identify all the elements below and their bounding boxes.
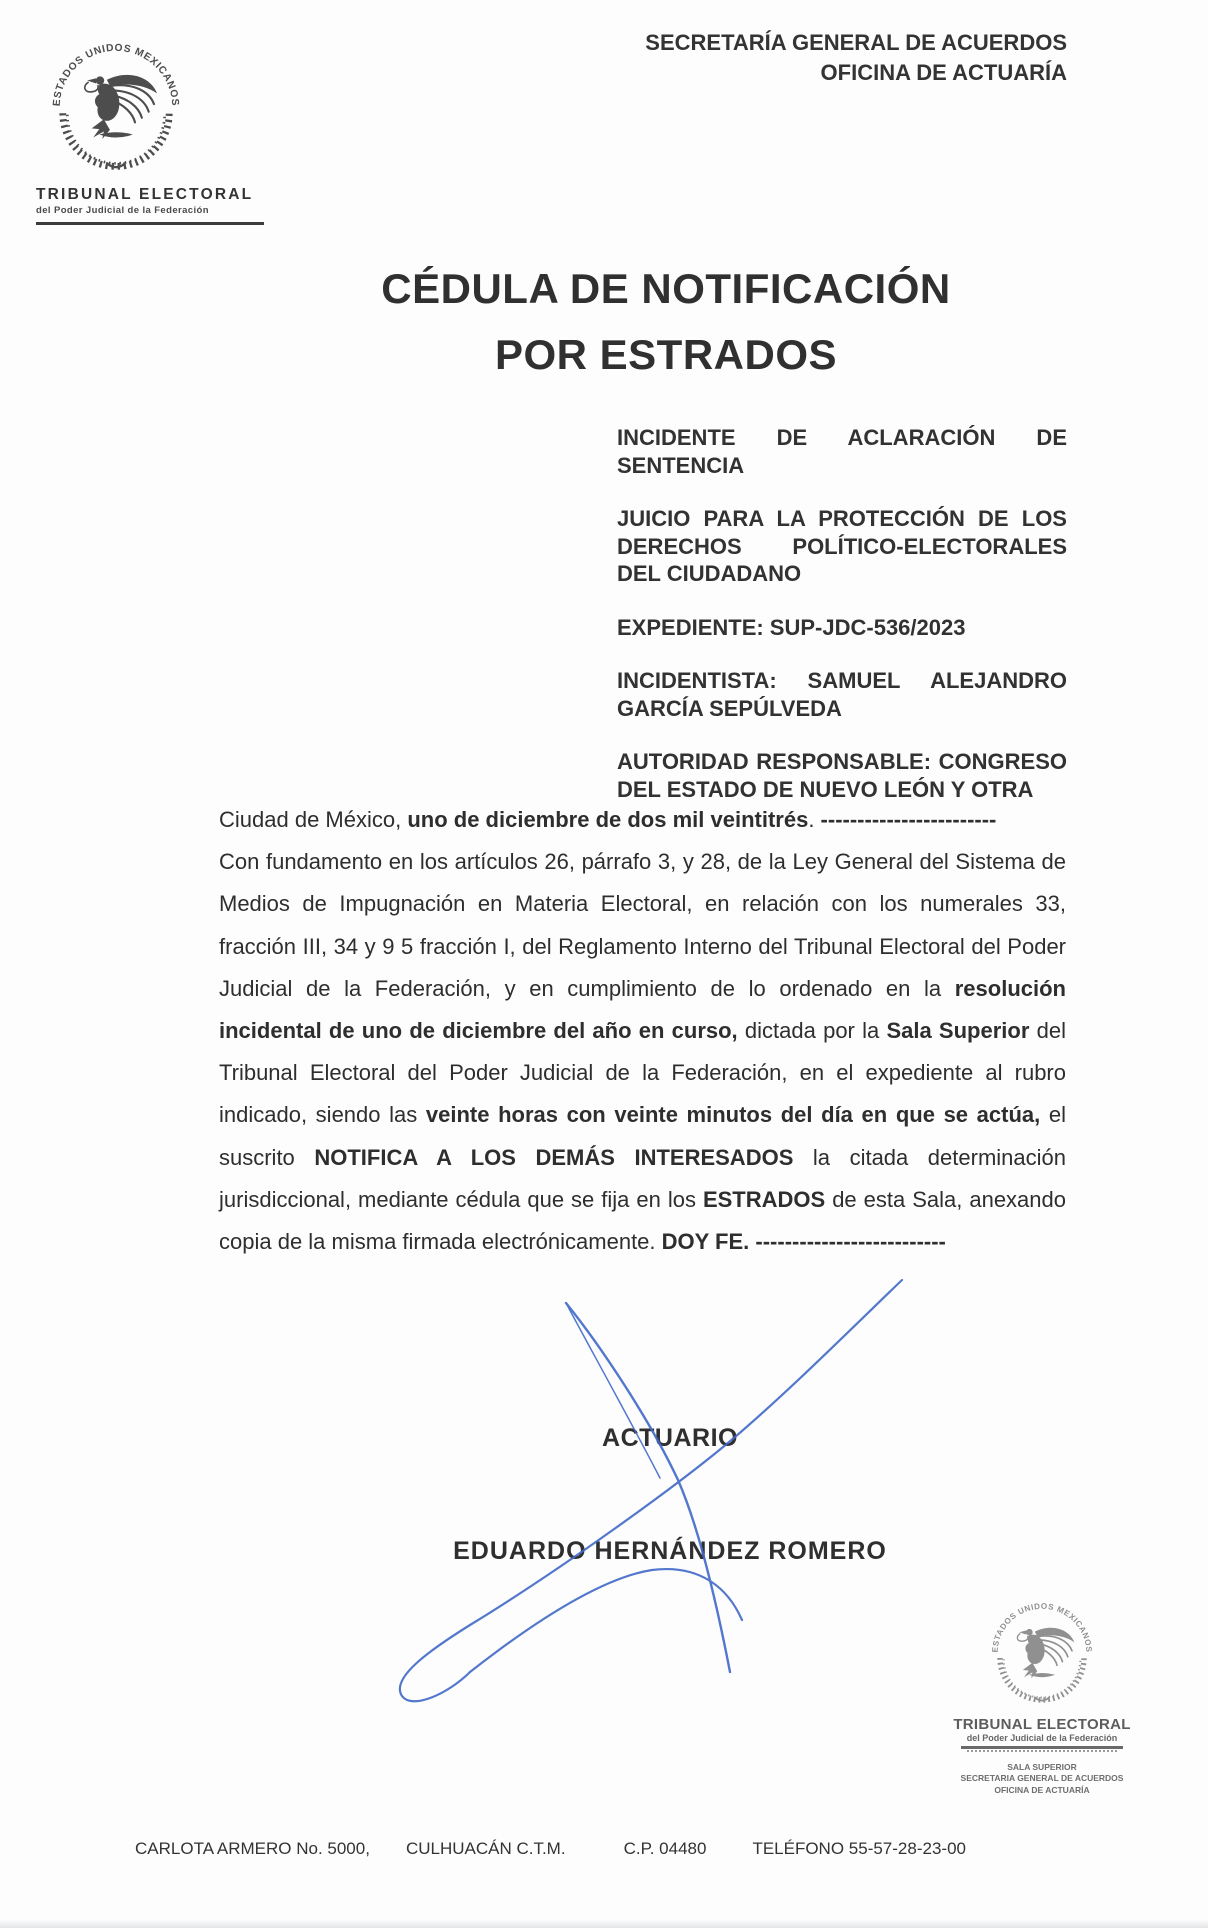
footer-postal-code: C.P. 04480 <box>623 1839 707 1858</box>
stamp-rule-dotted <box>967 1750 1117 1752</box>
case-info-expediente: EXPEDIENTE: SUP-JDC-536/2023 <box>617 614 966 640</box>
document-title <box>346 256 986 388</box>
footer-district: CULHUACÁN C.T.M. <box>405 1839 566 1858</box>
signature-stroke-diagonal <box>400 1280 902 1701</box>
national-emblem-seal-icon <box>40 22 192 174</box>
scan-bottom-edge <box>0 1919 1208 1928</box>
letterhead-org: TRIBUNAL ELECTORAL <box>36 186 254 203</box>
document-title-line1: CÉDULA DE NOTIFICACIÓN <box>381 265 951 312</box>
footer-address-line <box>135 1839 966 1859</box>
letterhead-sub: del Poder Judicial de la Federación <box>36 205 209 216</box>
stamp-rule <box>961 1746 1123 1749</box>
stamp-sub: del Poder Judicial de la Federación <box>966 1733 1118 1743</box>
case-info-incidente: INCIDENTE DE ACLARACIÓN DE SENTENCIA <box>617 425 1067 478</box>
signature-stroke-vertical <box>566 1303 730 1672</box>
header-office-line2: OFICINA DE ACTUARÍA <box>820 60 1067 85</box>
case-info-juicio: JUICIO PARA LA PROTECCIÓN DE LOS DERECHOS POLÍTICO-ELECTORALES DEL CIUDADANO <box>617 506 1067 586</box>
header-office-block <box>645 28 1067 88</box>
document-title-line2: POR ESTRADOS <box>494 331 838 378</box>
stamp-line-secretaria: SECRETARIA GENERAL DE ACUERDOS <box>960 1773 1124 1783</box>
body-paragraph-main: Con fundamento en los artículos 26, párrafo 3, y 28, de la Ley General del Sistema de Medios de Impugnación en Materia Electoral, en relación con los numerales 33, fracción III, 34 y 9 5 fracción I, del Reglamento Interno del Tribunal Electoral del Poder Judicial de la Federación, y en cumplimiento de lo ordenado en la resolución incidental de uno de diciembre del año en curso, dictada por la Sala Superior del Tribunal Electoral del Poder Judicial de la Federación, en el expediente al rubro indicado, siendo las veinte horas con veinte minutos del día en que se actúa, el suscrito NOTIFICA A LOS DEMÁS INTERESADOS la citada determinación jurisdiccional, mediante cédula que se fija en los ESTRADOS de esta Sala, anexando copia de la misma firmada electrónicamente. DOY FE. -------------------------- <box>219 849 1066 1255</box>
signature-stroke-arch <box>470 1569 742 1672</box>
body-paragraph-date: Ciudad de México, uno de diciembre de dos mil veintitrés. ------------------------ <box>219 807 997 832</box>
header-office-line1: SECRETARÍA GENERAL DE ACUERDOS <box>645 30 1067 55</box>
case-info-block <box>617 424 1067 829</box>
footer-phone: TELÉFONO 55-57-28-23-00 <box>752 1839 966 1858</box>
stamp-line-sala: SALA SUPERIOR <box>1007 1761 1077 1772</box>
footer-address: CARLOTA ARMERO No. 5000, <box>135 1839 370 1858</box>
letterhead-rule <box>36 222 264 225</box>
stamp-org: TRIBUNAL ELECTORAL <box>953 1716 1131 1733</box>
case-info-autoridad: AUTORIDAD RESPONSABLE: CONGRESO DEL ESTADO DE NUEVO LEÓN Y OTRA <box>617 749 1067 802</box>
notification-body <box>219 799 1066 1263</box>
signature-name: EDUARDO HERNÁNDEZ ROMERO <box>453 1537 887 1565</box>
stamp-national-emblem-icon <box>982 1586 1102 1706</box>
office-stamp <box>942 1586 1142 1796</box>
signature-role: ACTUARIO <box>602 1424 738 1452</box>
stamp-line-oficina: OFICINA DE ACTUARÍA <box>994 1784 1090 1795</box>
case-info-incidentista: INCIDENTISTA: SAMUEL ALEJANDRO GARCÍA SEPÚLVEDA <box>617 668 1067 721</box>
letterhead <box>36 186 296 225</box>
